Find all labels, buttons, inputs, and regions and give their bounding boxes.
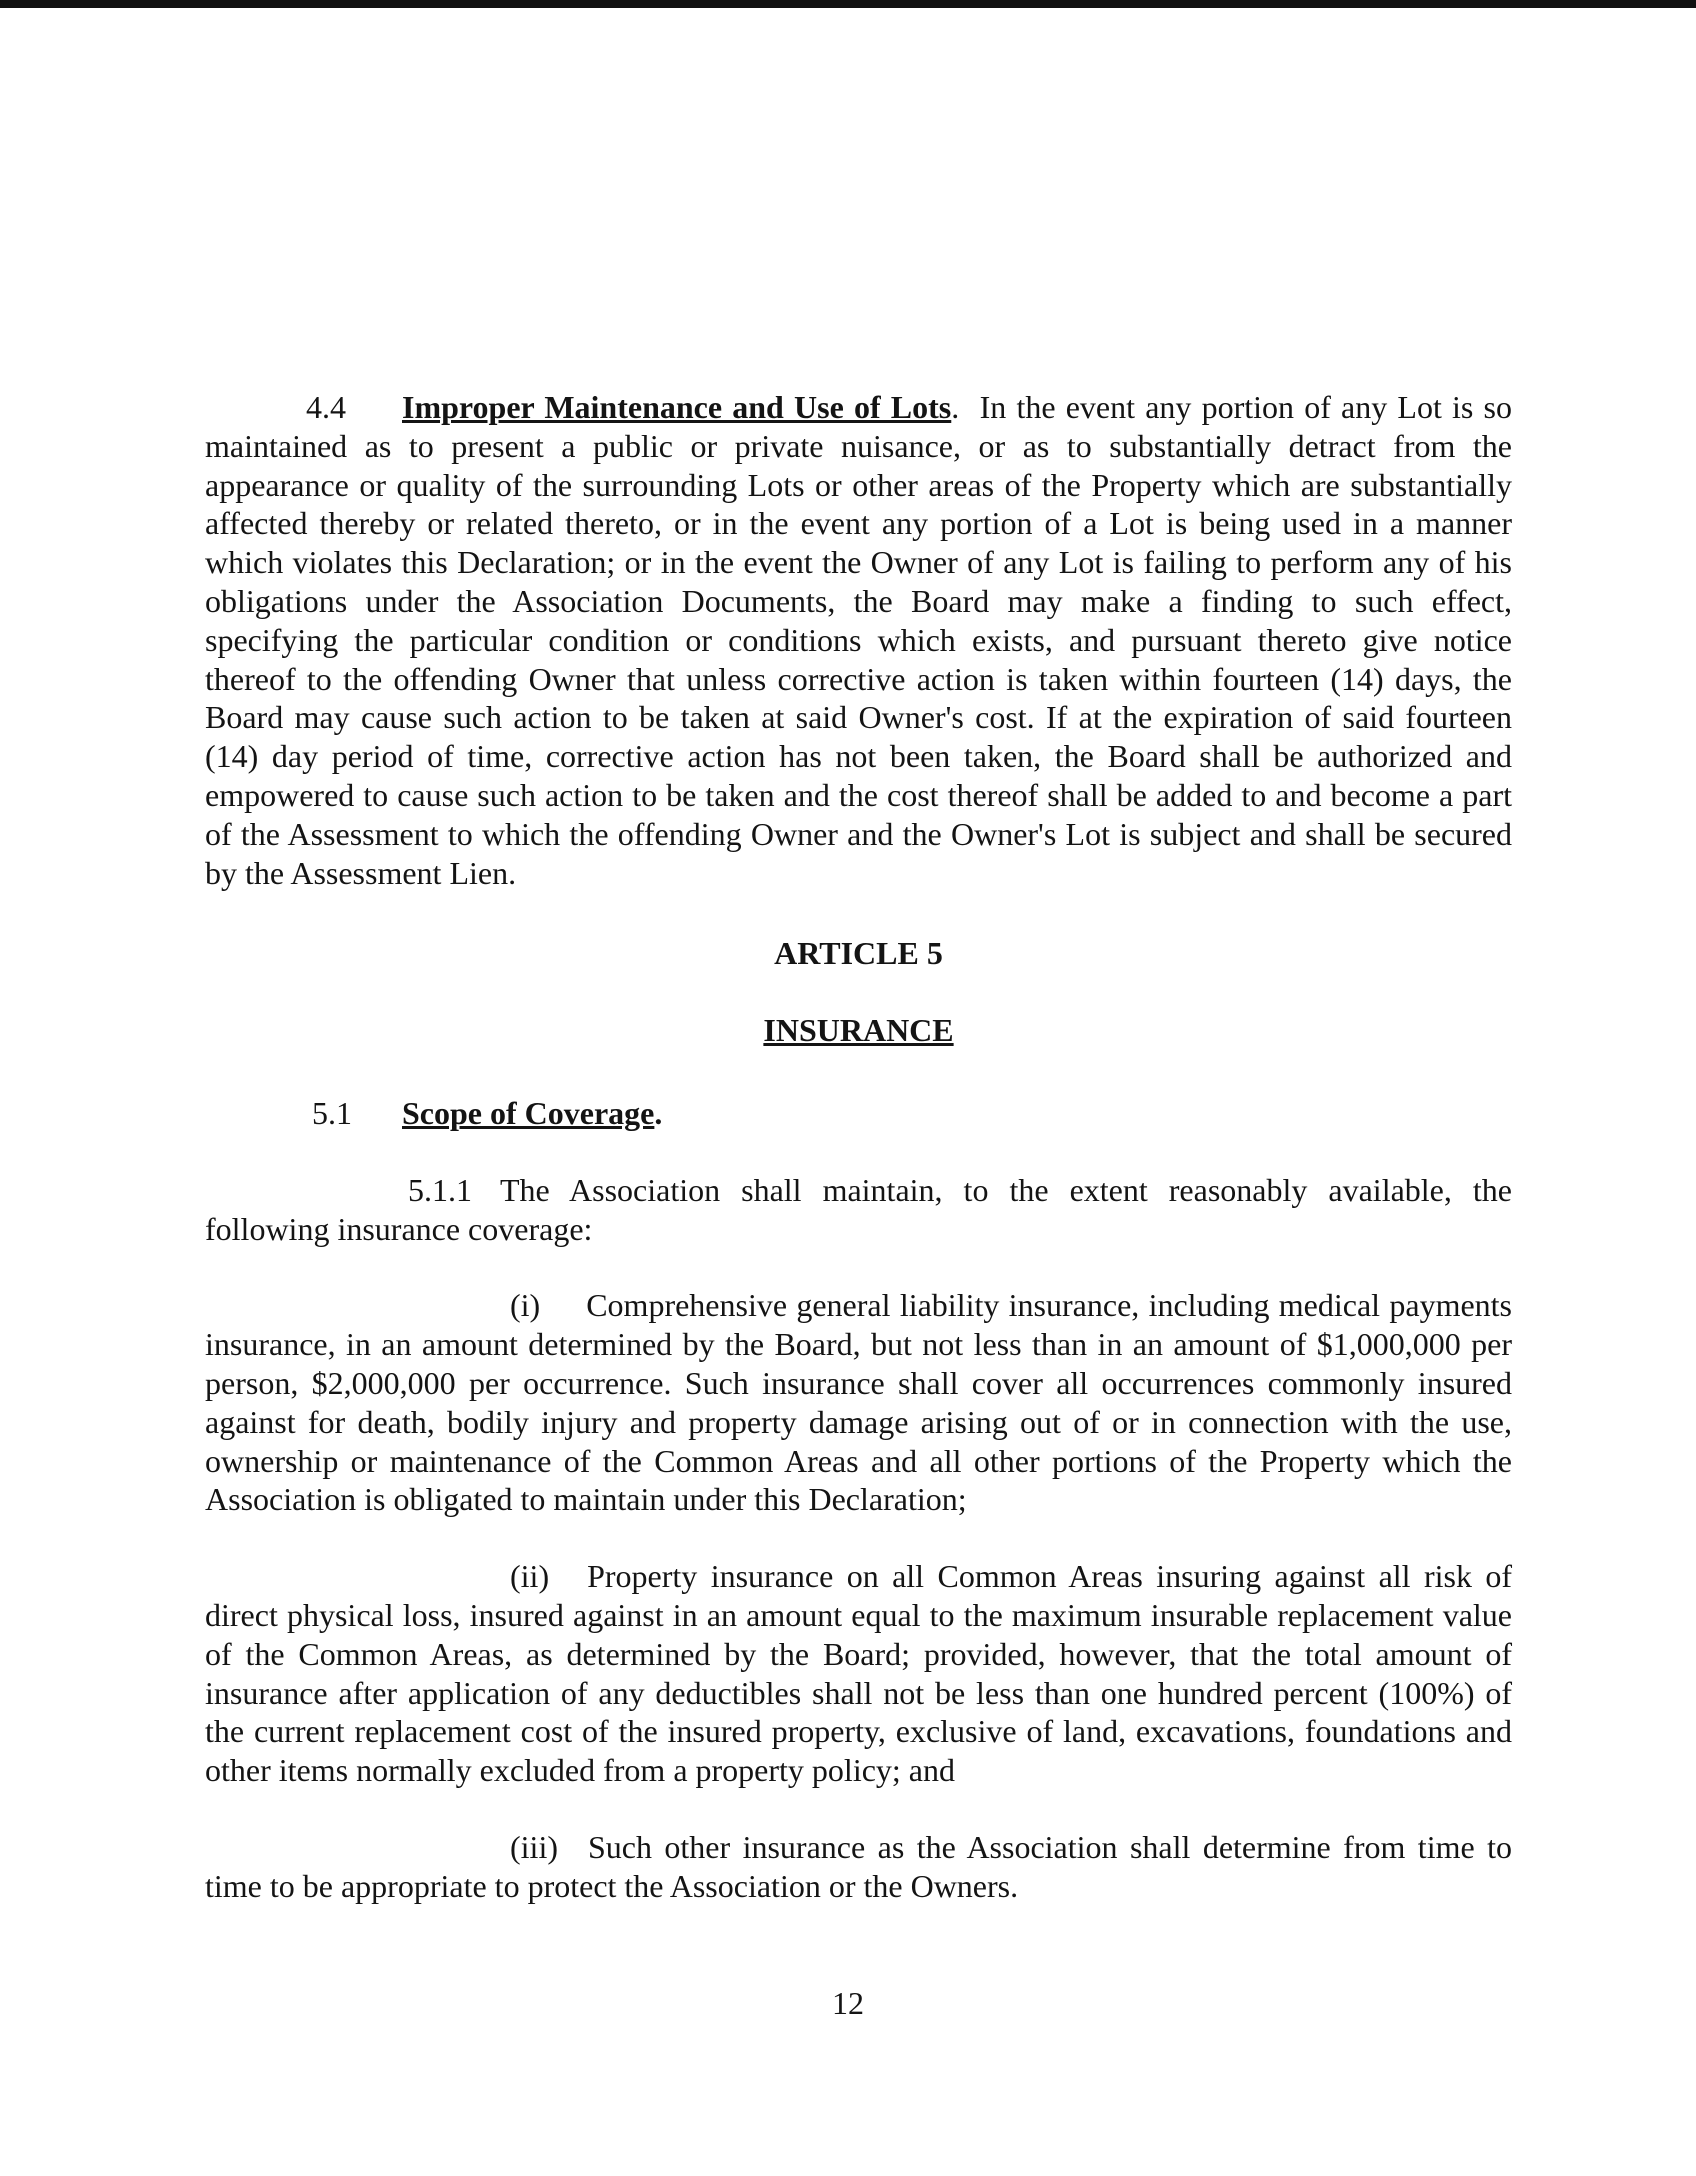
item-body: Such other insurance as the Association shall determine from time to time to be appropriate to protect the Association or the Owners. — [205, 1828, 1512, 1904]
section-5-1-number: 5.1 — [312, 1094, 352, 1131]
section-4-4-body: In the event any portion of any Lot is so maintained as to present a public or private nuisance, or as to substantially detract from the appearance or quality of the surrounding Lots or other areas of the Property which are substantially affected thereby or related thereto, or in the event any portion of a Lot is being used in a manner which violates this Declaration; or in the event the Owner of any Lot is failing to perform any of his obligations under the Association Documents, the Board may make a finding to such effect, specifying the particular condition or conditions which exists, and pursuant thereto give notice thereof to the offending Owner that unless corrective action is taken within fourteen (14) days, the Board may cause such action to be taken at said Owner's cost. If at the expiration of said fourteen (14) day period of time, corrective action has not been taken, the Board shall be authorized and empowered to cause such action to be taken and the cost thereof shall be added to and become a part of the Assessment to which the offending Owner and the Owner's Lot is subject and shall be secured by the Assessment Lien. — [205, 389, 1513, 891]
section-5-1-heading-suffix: . — [654, 1094, 663, 1131]
insurance-item-i — [205, 1286, 1512, 1519]
section-5-1-heading: Scope of Coverage — [402, 1094, 655, 1131]
item-marker: (i) — [510, 1287, 541, 1324]
document-page — [205, 388, 1512, 1944]
section-4-4-heading: Improper Maintenance and Use of Lots — [402, 389, 952, 425]
section-5-1 — [205, 1094, 1512, 1133]
section-4-4-heading-suffix: . — [951, 389, 960, 425]
section-5-1-1 — [205, 1171, 1512, 1249]
page-number: 12 — [832, 1985, 864, 2021]
item-body: Comprehensive general liability insurance, including medical payments insurance, in an amount determined by the Board, but not less than in an amount of $1,000,000 per person, $2,000,000 per occurrence. Such insurance shall cover all occurrences commonly insured against for death, bodily injury and property damage arising out of or in connection with the use, ownership or maintenance of the Common Areas and all other portions of the Property which the Association is obligated to maintain under this Declaration; — [205, 1287, 1512, 1518]
section-5-1-1-number: 5.1.1 — [408, 1171, 472, 1208]
section-4-4-number: 4.4 — [306, 389, 346, 425]
item-marker: (ii) — [510, 1558, 550, 1595]
insurance-item-iii — [205, 1828, 1512, 1906]
insurance-item-ii — [205, 1557, 1512, 1790]
article-label: ARTICLE 5 — [774, 935, 943, 972]
scan-top-edge — [0, 0, 1696, 8]
item-body: Property insurance on all Common Areas insuring against all risk of direct physical loss, insured against in an amount equal to the maximum insurable replacement value of the Common Areas, as determined by the Board; provided, however, that the total amount of insurance after application of any deductibles shall not be less than one hundred percent (100%) of the current replacement cost of the insured property, exclusive of land, excavations, foundations and other items normally excluded from a property policy; and — [205, 1558, 1512, 1789]
article-title: INSURANCE — [763, 1012, 954, 1049]
section-4-4 — [205, 388, 1512, 892]
section-5-1-1-body: The Association shall maintain, to the extent reasonably available, the following insurance coverage: — [205, 1171, 1512, 1247]
item-marker: (iii) — [510, 1828, 558, 1865]
